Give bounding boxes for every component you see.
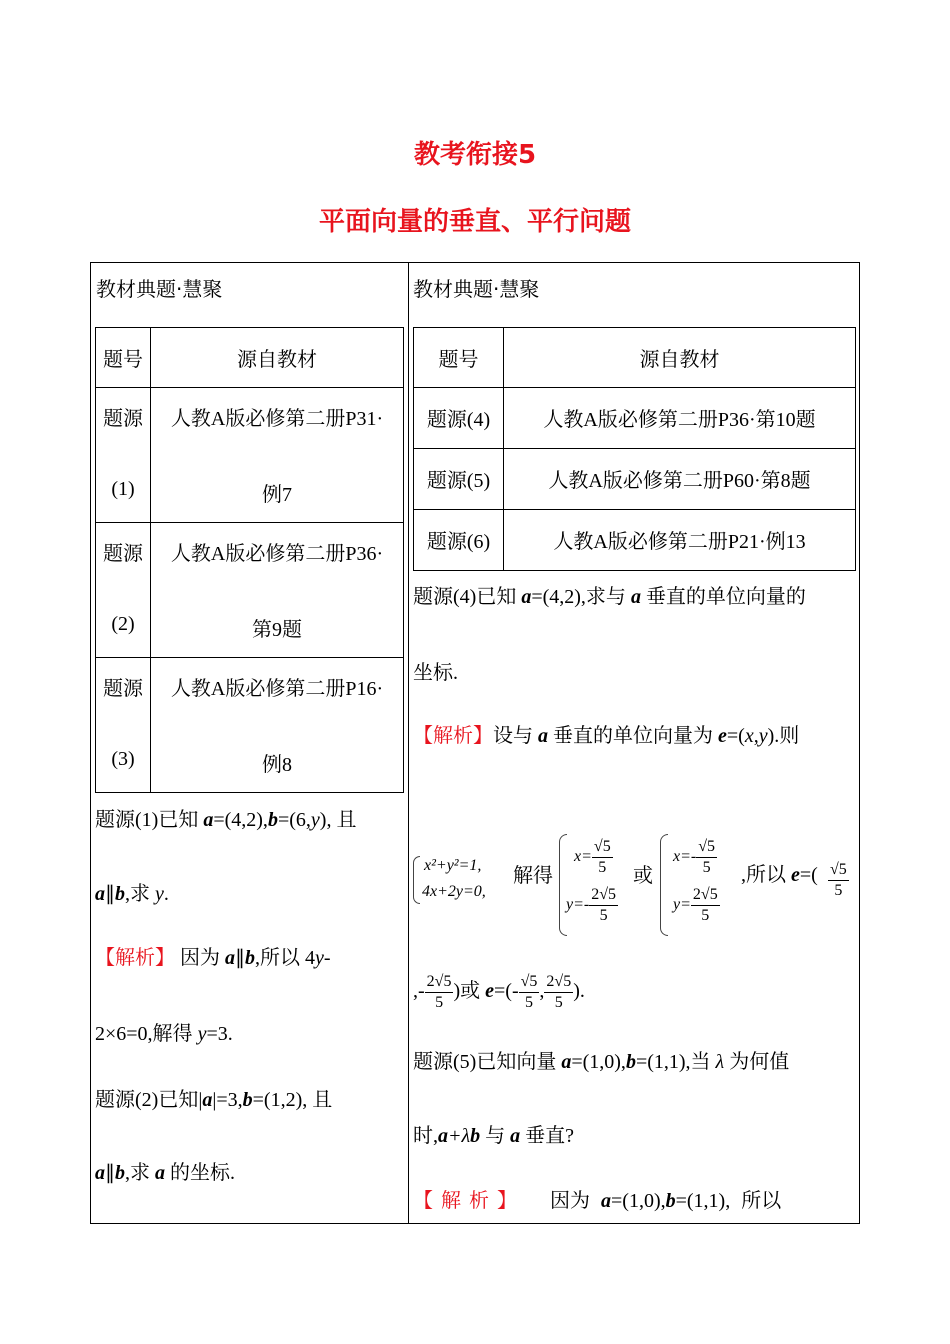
solution2-x: x=- $\frac{√5}{5}$	[673, 838, 716, 876]
answer-tag: 【解析】	[413, 1190, 525, 1212]
col-header-source: 源自教材	[151, 328, 404, 388]
problem-2-line2: a∥b,求 a 的坐标.	[95, 1162, 235, 1184]
col-header-number: 题号	[96, 328, 151, 388]
main-table	[90, 262, 860, 1224]
solution1-x: x= $\frac{√5}{5}$	[574, 838, 611, 876]
col-header-number: 题号	[414, 328, 504, 388]
system-eq1: x²+y²=1,	[424, 857, 482, 874]
table-row	[96, 388, 404, 523]
row-source: 人教A版必修第二册P16·	[170, 678, 384, 700]
problem-2-line1: 题源(2)已知|a|=3,b=(1,2), 且	[95, 1089, 333, 1111]
left-source-table	[95, 327, 404, 793]
solution2-brace	[660, 834, 668, 936]
left-column	[91, 263, 408, 1223]
row-source-detail: 例8	[262, 754, 292, 776]
answer-5-line1: 【解析】 因为 a=(1,0),b=(1,1), 所以	[413, 1190, 782, 1212]
row-id: 题源(5)	[414, 449, 504, 510]
row-id-number: (2)	[111, 613, 135, 635]
row-source: 人教A版必修第二册P60·第8题	[504, 449, 856, 510]
table-row	[96, 658, 404, 793]
row-source-detail: 第9题	[252, 619, 302, 641]
solution2-y: y= $\frac{2√5}{5}$	[673, 886, 718, 924]
answer-1-line2: 2×6=0,解得 y=3.	[95, 1023, 233, 1045]
row-source: 人教A版必修第二册P36·	[170, 543, 384, 565]
row-id: 题源(6)	[414, 510, 504, 571]
problem-4-line2: 坐标.	[413, 662, 458, 684]
answer-tag: 【解析】	[95, 947, 175, 969]
answer-4-line1: 【解析】设与 a 垂直的单位向量为 e=(x,y).则	[413, 725, 800, 747]
page-title: 教考衔接5	[413, 140, 537, 170]
result-line2: ,- $\frac{2√5}{5}$ )或 e=(- $\frac{√5}{5}$ , $\frac{2√5}{5}$ ).	[413, 973, 585, 1011]
so-label: ,所以 e=(	[741, 864, 818, 886]
answer-1-line1: 【解析】 因为 a∥b,所以 4y-	[95, 947, 331, 969]
row-id-label: 题源	[103, 676, 143, 700]
row-id-label: 题源	[103, 406, 143, 430]
table-row	[414, 510, 856, 571]
col-header-source: 源自教材	[504, 328, 856, 388]
left-heading: 教材典题·慧聚	[96, 277, 223, 301]
problem-4-line1: 题源(4)已知 a=(4,2),求与 a 垂直的单位向量的	[413, 586, 806, 608]
row-source-detail: 例7	[262, 484, 292, 506]
right-column	[410, 263, 859, 1223]
row-id: 题源(4)	[414, 388, 504, 449]
system-brace	[413, 856, 420, 904]
row-source: 人教A版必修第二册P21·例13	[504, 510, 856, 571]
column-divider	[408, 263, 409, 1223]
right-heading: 教材典题·慧聚	[413, 277, 540, 301]
solution1-y: y=- $\frac{2√5}{5}$	[566, 886, 617, 924]
row-id-number: (1)	[111, 478, 135, 500]
result-frac-partial: $\frac{√5}{5}$	[830, 861, 847, 899]
row-id-label: 题源	[103, 541, 143, 565]
row-source: 人教A版必修第二册P36·第10题	[504, 388, 856, 449]
or-label: 或	[633, 863, 653, 887]
problem-1-line1: 题源(1)已知 a=(4,2),b=(6,y), 且	[95, 809, 357, 831]
right-source-table	[413, 327, 856, 571]
system-eq2: 4x+2y=0,	[422, 883, 486, 900]
problem-5-line1: 题源(5)已知向量 a=(1,0),b=(1,1),当 λ 为何值	[413, 1051, 790, 1073]
row-id-number: (3)	[111, 748, 135, 770]
problem-1-line2: a∥b,求 y.	[95, 883, 169, 905]
row-source: 人教A版必修第二册P31·	[170, 408, 384, 430]
answer-tag: 【解析】	[413, 725, 493, 747]
solve-label: 解得	[513, 863, 553, 887]
table-row	[414, 388, 856, 449]
table-row	[414, 449, 856, 510]
problem-5-line2: 时,a+λb 与 a 垂直?	[413, 1125, 575, 1147]
table-row	[96, 523, 404, 658]
page-subtitle: 平面向量的垂直、平行问题	[318, 207, 631, 237]
